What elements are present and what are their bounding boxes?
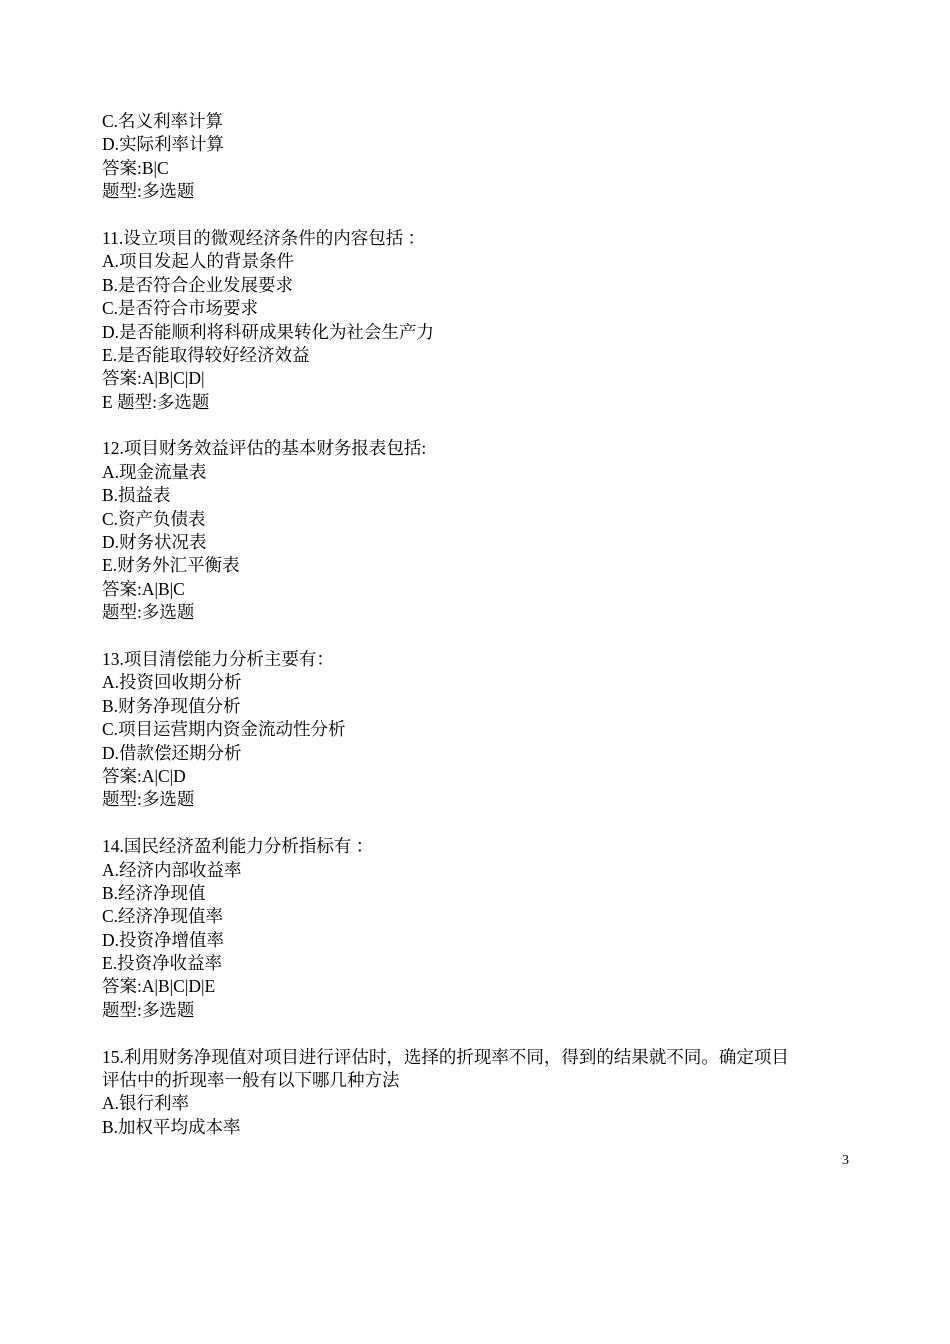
option-c: C.名义利率计算 [102, 111, 224, 131]
document-body [102, 110, 862, 1139]
option-a: A.投资回收期分析 [102, 672, 242, 693]
question-14: 14.国民经济盈利能力分析指标有 ： [102, 836, 374, 857]
question-type: 题型:多选题 [102, 789, 195, 810]
option-b: B.经济净现值 [102, 882, 206, 903]
option-c: C.经济净现值率 [102, 906, 224, 927]
question-12: 12.项目财务效益评估的基本财务报表包括: [102, 438, 427, 459]
option-b: B.财务净现值分析 [102, 695, 241, 716]
spacer [102, 204, 862, 227]
option-a: A.项目发起人的背景条件 [102, 251, 295, 272]
answer: 答案:A|B|C|D| [102, 368, 205, 389]
option-d: D.财务状况表 [102, 532, 207, 553]
spacer [102, 812, 862, 835]
option-a: A.银行利率 [102, 1093, 190, 1114]
option-e: E.投资净收益率 [102, 953, 223, 974]
spacer [102, 414, 862, 437]
option-d: D.实际利率计算 [102, 134, 225, 155]
question-type: E 题型:多选题 [102, 391, 210, 412]
question-15-line-1: 15.利用财务净现值对项目进行评估时，选择的折现率不同，得到的结果就不同。确定项目 [102, 1046, 789, 1067]
option-d: D.投资净增值率 [102, 929, 225, 950]
option-e: E.财务外汇平衡表 [102, 555, 240, 576]
option-a: A.经济内部收益率 [102, 859, 242, 880]
option-a: A.现金流量表 [102, 461, 207, 482]
question-type: 题型:多选题 [102, 181, 195, 202]
spacer [102, 1022, 862, 1045]
option-d: D.是否能顺利将科研成果转化为社会生产力 [102, 321, 435, 342]
question-13: 13.项目清偿能力分析主要有： [102, 648, 334, 669]
option-d: D.借款偿还期分析 [102, 742, 242, 763]
option-c: C.项目运营期内资金流动性分析 [102, 719, 346, 740]
question-15-line-2: 评估中的折现率一般有以下哪几种方法 [102, 1070, 400, 1091]
page-number: 3 [842, 1153, 849, 1168]
option-c: C.资产负债表 [102, 508, 206, 529]
option-e: E.是否能取得较好经济效益 [102, 344, 310, 365]
option-b: B.是否符合企业发展要求 [102, 274, 294, 295]
question-11: 11.设立项目的微观经济条件的内容包括 ： [102, 227, 426, 248]
question-type: 题型:多选题 [102, 602, 195, 623]
spacer [102, 625, 862, 648]
answer: 答案:B|C [102, 157, 169, 178]
answer: 答案:A|B|C|D|E [102, 976, 216, 997]
answer: 答案:A|C|D [102, 765, 186, 786]
answer: 答案:A|B|C [102, 578, 185, 599]
question-type: 题型:多选题 [102, 999, 195, 1020]
option-b: B.加权平均成本率 [102, 1116, 241, 1137]
option-b: B.损益表 [102, 485, 171, 506]
option-c: C.是否符合市场要求 [102, 298, 259, 319]
